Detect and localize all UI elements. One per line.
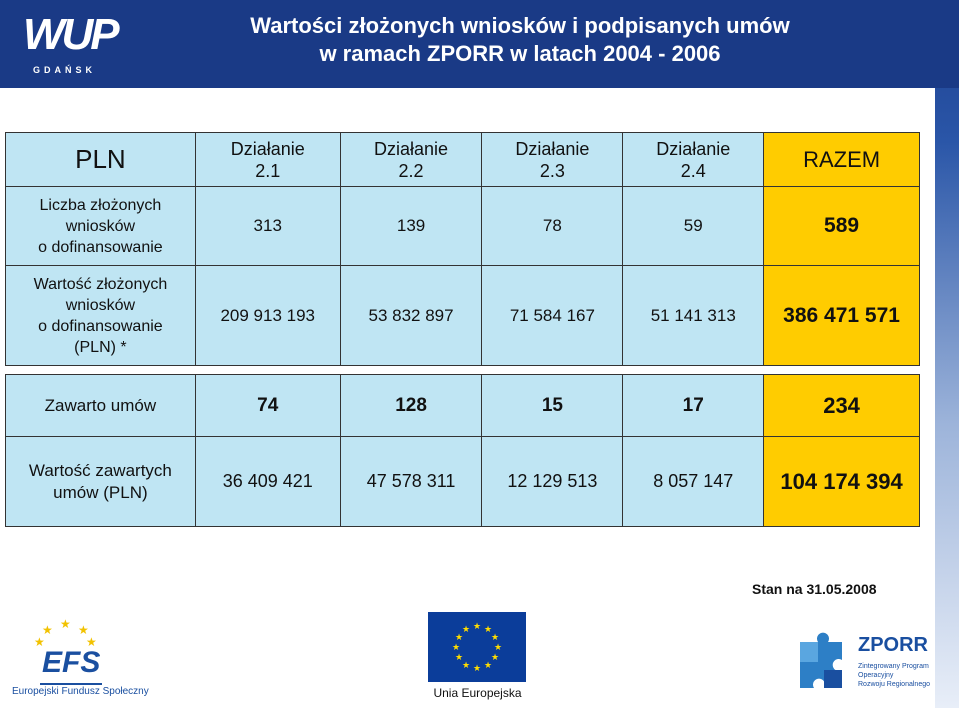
svg-text:★: ★ (454, 633, 464, 643)
column-header-2-1: Działanie 2.1 (195, 133, 340, 187)
right-decorative-strip (935, 0, 959, 708)
wup-logo (3, 3, 123, 83)
table-cell: 59 (623, 187, 764, 266)
contracts-table (5, 374, 920, 527)
svg-text:★: ★ (490, 633, 500, 643)
table-cell: 78 (482, 187, 623, 266)
zporr-subtitle: Zintegrowany Program Operacyjny Rozwoju Regionalnego (858, 663, 930, 688)
svg-text:★: ★ (483, 625, 493, 635)
zporr-title: ZPORR (858, 634, 928, 656)
table-cell: 139 (340, 187, 482, 266)
efs-caption: Europejski Fundusz Społeczny (12, 686, 149, 697)
column-header-total: RAZEM (764, 133, 920, 187)
eu-flag (428, 612, 526, 682)
total-cell: 104 174 394 (764, 437, 920, 527)
total-cell: 234 (764, 375, 920, 437)
svg-text:★: ★ (454, 653, 464, 663)
page-title: Wartości złożonych wniosków i podpisanych umów w ramach ZPORR w latach 2004 - 2006 (250, 13, 790, 66)
wup-logo-subtext: GDAŃSK (33, 65, 97, 75)
corner-cell-currency: PLN (6, 133, 196, 187)
svg-text:★: ★ (34, 635, 45, 649)
table-cell: 15 (482, 375, 623, 437)
svg-text:★: ★ (42, 623, 53, 637)
column-header-2-4: Działanie 2.4 (623, 133, 764, 187)
status-date: Stan na 31.05.2008 (752, 581, 877, 597)
table-row (6, 437, 920, 527)
header-band (0, 0, 935, 88)
puzzle-icon (790, 630, 854, 700)
svg-text:★: ★ (86, 635, 97, 649)
table-cell: 17 (623, 375, 764, 437)
svg-text:★: ★ (451, 643, 461, 653)
table-header-row (6, 133, 920, 187)
eu-caption: Unia Europejska (433, 686, 522, 700)
row-label-application-value: Wartość złożonych wniosków o dofinansowanie (PLN) * (6, 266, 196, 366)
table-row (6, 266, 920, 366)
total-cell: 589 (764, 187, 920, 266)
svg-text:★: ★ (483, 661, 493, 671)
table-row (6, 375, 920, 437)
table-cell: 128 (340, 375, 482, 437)
table-cell: 74 (195, 375, 340, 437)
table-cell: 51 141 313 (623, 266, 764, 366)
column-header-2-3: Działanie 2.3 (482, 133, 623, 187)
wup-logo-text: WUP (23, 10, 117, 59)
right-decorative-strip-top (935, 0, 959, 88)
zporr-logo (790, 630, 940, 702)
table-cell: 53 832 897 (340, 266, 482, 366)
table-cell: 12 129 513 (482, 437, 623, 527)
eu-stars-icon (428, 612, 526, 682)
table-cell: 313 (195, 187, 340, 266)
applications-table (5, 132, 920, 366)
svg-text:★: ★ (461, 625, 471, 635)
table-cell: 71 584 167 (482, 266, 623, 366)
svg-text:★: ★ (472, 622, 482, 632)
table-cell: 47 578 311 (340, 437, 482, 527)
table-cell: 209 913 193 (195, 266, 340, 366)
row-label-application-count: Liczba złożonych wniosków o dofinansowanie (6, 187, 196, 266)
row-label-contracts-value: Wartość zawartych umów (PLN) (6, 437, 196, 527)
table-cell: 36 409 421 (195, 437, 340, 527)
row-label-contracts-count: Zawarto umów (6, 375, 196, 437)
total-cell: 386 471 571 (764, 266, 920, 366)
svg-text:★: ★ (60, 617, 71, 631)
svg-text:★: ★ (78, 623, 89, 637)
column-header-2-2: Działanie 2.2 (340, 133, 482, 187)
svg-text:★: ★ (490, 653, 500, 663)
svg-text:★: ★ (493, 643, 503, 653)
svg-text:★: ★ (472, 664, 482, 674)
table-row (6, 187, 920, 266)
table-cell: 8 057 147 (623, 437, 764, 527)
svg-text:★: ★ (461, 661, 471, 671)
efs-logo-text: EFS (42, 646, 101, 679)
efs-logo (10, 612, 149, 704)
